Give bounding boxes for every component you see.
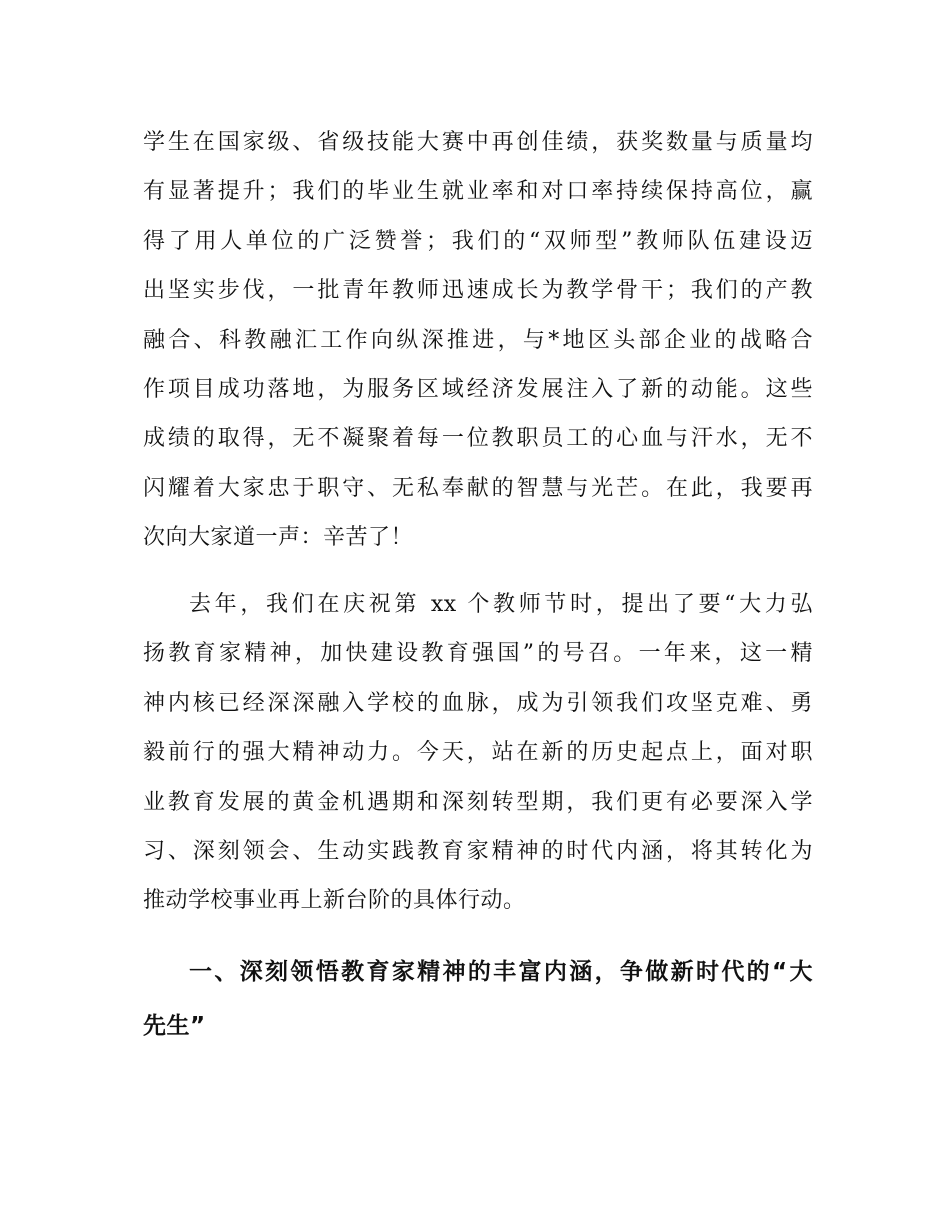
text-line: 毅前行的强大精神动力。今天，站在新的历史起点上，面对职 [143, 740, 813, 766]
text-line: 作项目成功落地，为服务区域经济发展注入了新的动能。这些 [143, 376, 813, 402]
section-heading [143, 945, 813, 1053]
text-line: 成绩的取得，无不凝聚着每一位教职员工的心血与汗水，无不 [143, 426, 813, 452]
text-line: 融合、科教融汇工作向纵深推进，与*地区头部企业的战略合 [143, 327, 813, 353]
text-line: 学生在国家级、省级技能大赛中再创佳绩，获奖数量与质量均 [143, 130, 813, 155]
text-line: 神内核已经深深融入学校的血脉，成为引领我们攻坚克难、勇 [143, 690, 813, 716]
text-line: 扬教育家精神，加快建设教育强国”的号召。一年来，这一精 [143, 641, 813, 667]
heading-line: 先生” [143, 1013, 206, 1039]
text-line: 习、深刻领会、生动实践教育家精神的时代内涵，将其转化为 [143, 838, 813, 864]
text-line: 出坚实步伐，一批青年教师迅速成长为教学骨干；我们的产教 [143, 278, 813, 304]
body-paragraph [143, 118, 813, 563]
text-line: 有显著提升；我们的毕业生就业率和对口率持续保持高位，赢 [143, 179, 813, 205]
text-line: 业教育发展的黄金机遇期和深刻转型期，我们更有必要深入学 [143, 789, 813, 815]
body-paragraph [143, 580, 813, 926]
text-line: 去年，我们在庆祝第 xx 个教师节时，提出了要“大力弘 [189, 592, 813, 617]
text-line: 得了用人单位的广泛赞誉；我们的“双师型”教师队伍建设迈 [143, 228, 813, 254]
text-line: 次向大家道一声：辛苦了！ [143, 525, 414, 551]
text-line: 闪耀着大家忠于职守、无私奉献的智慧与光芒。在此，我要再 [143, 475, 813, 501]
heading-line: 一、深刻领悟教育家精神的丰富内涵，争做新时代的“大 [189, 959, 813, 985]
text-line: 推动学校事业再上新台阶的具体行动。 [143, 888, 526, 914]
